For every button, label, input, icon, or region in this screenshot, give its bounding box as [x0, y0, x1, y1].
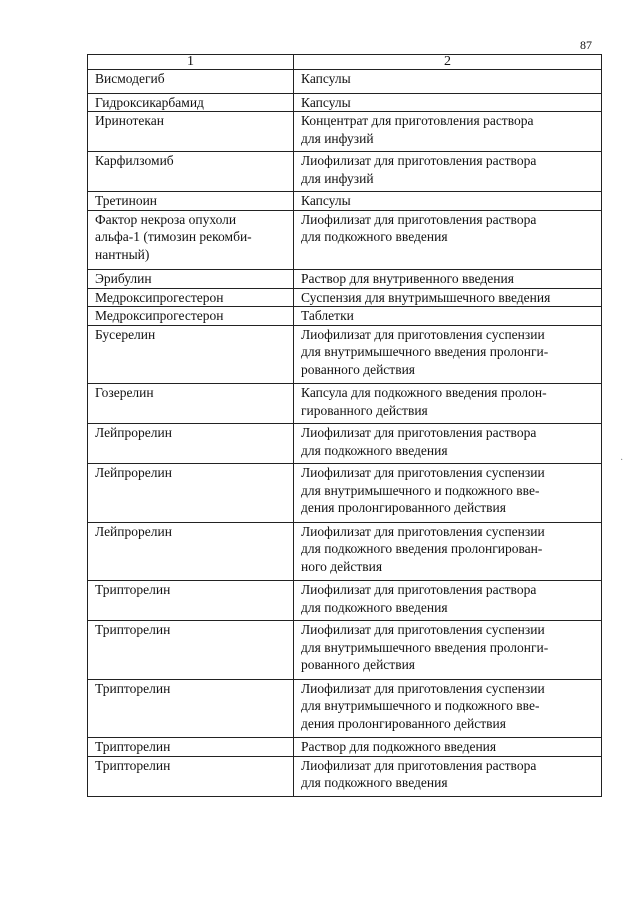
- drug-name-cell: Трипторелин: [88, 756, 294, 796]
- column-header-1: 1: [88, 55, 294, 70]
- drug-name-cell: Бусерелин: [88, 325, 294, 384]
- drug-name-cell: Трипторелин: [88, 621, 294, 680]
- table-row: [88, 192, 602, 211]
- dosage-form-cell: Капсулы: [294, 70, 602, 94]
- table-row: [88, 70, 602, 94]
- page-number: 87: [580, 38, 592, 52]
- drug-name-cell: Фактор некроза опухоли альфа-1 (тимозин рекомби- нантный): [88, 210, 294, 270]
- drug-name-cell: Трипторелин: [88, 738, 294, 757]
- dosage-form-cell: Раствор для внутривенного введения: [294, 270, 602, 289]
- table-row: [88, 738, 602, 757]
- drug-name-cell: Карфилзомиб: [88, 152, 294, 192]
- drug-name-cell: Трипторелин: [88, 581, 294, 621]
- table-row: [88, 152, 602, 192]
- table-header-row: [88, 55, 602, 70]
- drug-name-cell: Медроксипрогестерон: [88, 288, 294, 307]
- drug-name-cell: Третиноин: [88, 192, 294, 211]
- table-row: [88, 581, 602, 621]
- table-row: [88, 93, 602, 112]
- drug-forms-table: [87, 54, 602, 797]
- dosage-form-cell: Раствор для подкожного введения: [294, 738, 602, 757]
- dosage-form-cell: Лиофилизат для приготовления раствора для инфузий: [294, 152, 602, 192]
- table-row: [88, 325, 602, 384]
- dosage-form-cell: Лиофилизат для приготовления суспензии для подкожного введения пролонгирован- ного действия: [294, 522, 602, 581]
- table-row: [88, 621, 602, 680]
- drug-name-cell: Гозерелин: [88, 384, 294, 424]
- table-row: [88, 307, 602, 326]
- drug-name-cell: Гидроксикарбамид: [88, 93, 294, 112]
- drug-name-cell: Лейпрорелин: [88, 424, 294, 464]
- dosage-form-cell: Лиофилизат для приготовления суспензии для внутримышечного введения пролонги- рованного действия: [294, 325, 602, 384]
- drug-name-cell: Медроксипрогестерон: [88, 307, 294, 326]
- drug-name-cell: Эрибулин: [88, 270, 294, 289]
- margin-mark: ·: [620, 455, 624, 466]
- dosage-form-cell: Концентрат для приготовления раствора для инфузий: [294, 112, 602, 152]
- dosage-form-cell: Суспензия для внутримышечного введения: [294, 288, 602, 307]
- dosage-form-cell: Капсулы: [294, 192, 602, 211]
- column-header-2: 2: [294, 55, 602, 70]
- table-row: [88, 270, 602, 289]
- dosage-form-cell: Лиофилизат для приготовления раствора для подкожного введения: [294, 756, 602, 796]
- dosage-form-cell: Лиофилизат для приготовления суспензии для внутримышечного и подкожного вве- дения пролонгированного действия: [294, 464, 602, 523]
- table-row: [88, 384, 602, 424]
- table-row: [88, 210, 602, 270]
- dosage-form-cell: Лиофилизат для приготовления раствора для подкожного введения: [294, 210, 602, 270]
- dosage-form-cell: Лиофилизат для приготовления суспензии для внутримышечного и подкожного вве- дения пролонгированного действия: [294, 679, 602, 738]
- dosage-form-cell: Лиофилизат для приготовления суспензии для внутримышечного введения пролонги- рованного действия: [294, 621, 602, 680]
- drug-name-cell: Лейпрорелин: [88, 522, 294, 581]
- drug-name-cell: Трипторелин: [88, 679, 294, 738]
- table-row: [88, 464, 602, 523]
- dosage-form-cell: Лиофилизат для приготовления раствора для подкожного введения: [294, 424, 602, 464]
- table-row: [88, 288, 602, 307]
- dosage-form-cell: Лиофилизат для приготовления раствора для подкожного введения: [294, 581, 602, 621]
- table-row: [88, 756, 602, 796]
- table-body: [88, 70, 602, 797]
- dosage-form-cell: Капсулы: [294, 93, 602, 112]
- table-row: [88, 522, 602, 581]
- dosage-form-cell: Таблетки: [294, 307, 602, 326]
- drug-name-cell: Иринотекан: [88, 112, 294, 152]
- dosage-form-cell: Капсула для подкожного введения пролон- гированного действия: [294, 384, 602, 424]
- drug-name-cell: Висмодегиб: [88, 70, 294, 94]
- drug-name-cell: Лейпрорелин: [88, 464, 294, 523]
- table-row: [88, 679, 602, 738]
- table-row: [88, 112, 602, 152]
- table-row: [88, 424, 602, 464]
